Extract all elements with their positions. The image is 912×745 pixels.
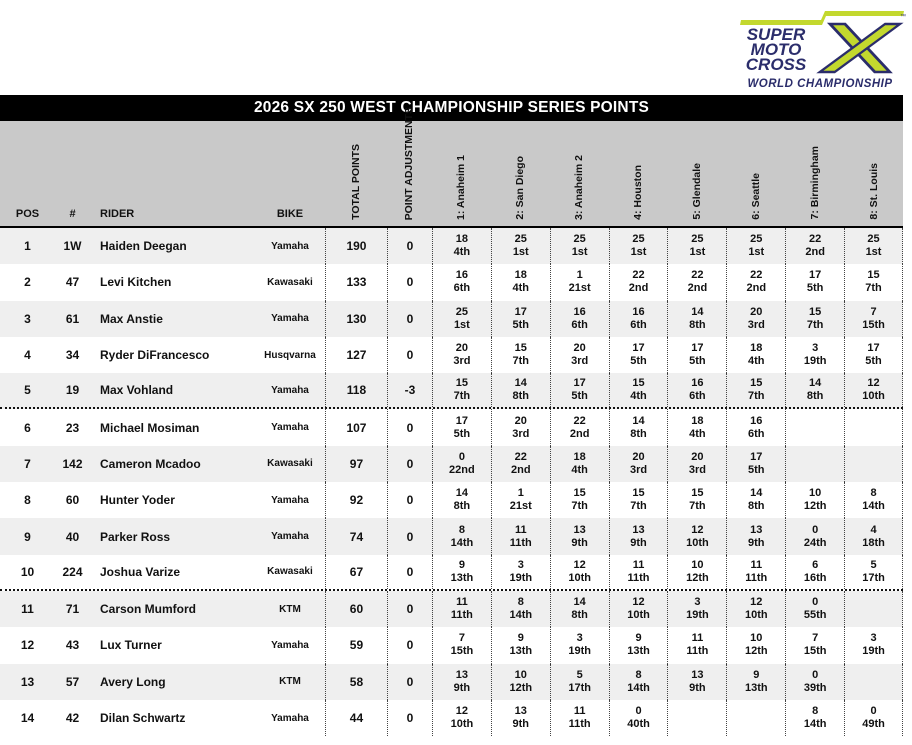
race-result-cell: 18 4th [667, 409, 726, 445]
race-header-birmingham: 7: Birmingham [808, 146, 821, 220]
table-row [0, 482, 903, 518]
race-result-cell: 11 11th [550, 700, 609, 736]
rider-name-cell: Haiden Deegan [100, 239, 187, 254]
race-result-cell: 11 11th [667, 627, 726, 663]
rider-name-cell: Ryder DiFrancesco [100, 348, 210, 363]
race-result-cell: 8 14th [491, 591, 550, 627]
adjustments-cell: 0 [387, 446, 432, 482]
total-points-cell: 127 [325, 337, 387, 373]
race-result-cell: 0 49th [844, 700, 903, 736]
number-cell: 142 [62, 456, 83, 471]
number-cell: 71 [65, 602, 80, 617]
table-row [0, 700, 903, 736]
number-cell: 23 [65, 420, 80, 435]
logo-line2: MOTO [750, 40, 802, 59]
race-result-cell: 18 4th [491, 264, 550, 300]
pos-cell: 13 [20, 674, 35, 689]
race-result-cell: 8 14th [844, 482, 903, 518]
race-result-cell: 18 4th [432, 228, 491, 264]
race-result-cell: 22 2nd [785, 228, 844, 264]
race-result-cell: 8 14th [785, 700, 844, 736]
bike-cell: Husqvarna [264, 349, 316, 361]
logo-subtitle: WORLD CHAMPIONSHIP [747, 78, 893, 90]
number-cell: 47 [65, 275, 80, 290]
total-points-cell: 130 [325, 301, 387, 337]
adjustments-cell: 0 [387, 627, 432, 663]
race-result-cell: 5 17th [550, 664, 609, 700]
race-result-cell: 17 5th [667, 337, 726, 373]
rider-name-cell: Parker Ross [100, 529, 171, 544]
total-points-cell: 118 [325, 373, 387, 407]
race-result-cell: 15 7th [844, 264, 903, 300]
race-result-cell: 16 6th [726, 409, 785, 445]
total-points-cell: 133 [325, 264, 387, 300]
pos-cell: 3 [24, 311, 31, 326]
race-result-cell: 3 19th [785, 337, 844, 373]
table-row [0, 409, 903, 445]
race-result-cell: 22 2nd [726, 264, 785, 300]
col-header-point-adjustments: POINT ADJUSTMENTS [403, 106, 416, 220]
rider-name-cell: Joshua Varize [100, 564, 181, 579]
race-result-cell: 10 12th [726, 627, 785, 663]
race-header-glendale: 5: Glendale [690, 163, 703, 220]
pos-cell: 6 [24, 420, 31, 435]
race-result-cell: 8 14th [432, 518, 491, 554]
race-result-cell: 17 5th [609, 337, 668, 373]
rider-name-cell: Cameron Mcadoo [100, 456, 201, 471]
adjustments-cell: 0 [387, 228, 432, 264]
race-result-cell: 10 12th [491, 664, 550, 700]
race-header-anaheim1: 1: Anaheim 1 [455, 155, 468, 220]
race-result-cell: 11 11th [491, 518, 550, 554]
pos-cell: 9 [24, 529, 31, 544]
race-result-cell [726, 700, 785, 736]
race-result-cell: 7 15th [785, 627, 844, 663]
total-points-cell: 190 [325, 228, 387, 264]
race-result-cell: 0 40th [609, 700, 668, 736]
race-result-cell: 15 7th [609, 482, 668, 518]
bike-cell: Yamaha [271, 712, 309, 724]
race-result-cell: 15 7th [432, 373, 491, 407]
race-result-cell: 3 19th [667, 591, 726, 627]
bike-cell: Yamaha [271, 384, 309, 396]
race-result-cell: 14 8th [432, 482, 491, 518]
logo-area [0, 0, 912, 95]
race-result-cell: 3 19th [844, 627, 903, 663]
total-points-cell: 67 [325, 555, 387, 589]
bike-cell: KTM [279, 676, 301, 688]
bike-cell: Yamaha [271, 531, 309, 543]
adjustments-cell: 0 [387, 264, 432, 300]
logo-line3: CROSS [745, 55, 807, 74]
rider-name-cell: Max Anstie [100, 311, 163, 326]
table-row [0, 228, 903, 264]
race-result-cell [785, 409, 844, 445]
race-result-cell: 15 4th [609, 373, 668, 407]
rider-name-cell: Levi Kitchen [100, 275, 172, 290]
race-result-cell: 15 7th [550, 482, 609, 518]
race-result-cell [667, 700, 726, 736]
logo-line1: SUPER [746, 25, 806, 44]
table-row [0, 555, 903, 591]
total-points-cell: 44 [325, 700, 387, 736]
table-row [0, 446, 903, 482]
col-header-rider: RIDER [100, 208, 135, 220]
race-result-cell [844, 664, 903, 700]
race-result-cell [785, 446, 844, 482]
total-points-cell: 58 [325, 664, 387, 700]
bike-cell: Kawasaki [267, 566, 313, 578]
adjustments-cell: 0 [387, 482, 432, 518]
race-result-cell: 10 12th [785, 482, 844, 518]
x-icon [820, 24, 900, 72]
table-row [0, 337, 903, 373]
race-result-cell: 16 6th [667, 373, 726, 407]
col-header-pos: POS [15, 208, 40, 220]
number-cell: 1W [63, 239, 82, 254]
adjustments-cell: -3 [387, 373, 432, 407]
rider-name-cell: Michael Mosiman [100, 420, 200, 435]
race-result-cell: 6 16th [785, 555, 844, 589]
race-result-cell: 14 8th [550, 591, 609, 627]
race-result-cell: 11 11th [726, 555, 785, 589]
race-header-sandiego: 2: San Diego [514, 156, 527, 220]
adjustments-cell: 0 [387, 518, 432, 554]
rider-name-cell: Max Vohland [100, 383, 174, 398]
total-points-cell: 59 [325, 627, 387, 663]
race-result-cell: 14 8th [785, 373, 844, 407]
number-cell: 40 [65, 529, 80, 544]
rider-name-cell: Hunter Yoder [100, 493, 175, 508]
bike-cell: Yamaha [271, 240, 309, 252]
race-header-houston: 4: Houston [632, 165, 645, 220]
number-cell: 43 [65, 638, 80, 653]
bike-cell: Kawasaki [267, 458, 313, 470]
race-result-cell: 13 9th [726, 518, 785, 554]
bike-cell: Yamaha [271, 313, 309, 325]
race-result-cell: 12 10th [609, 591, 668, 627]
table-row [0, 301, 903, 337]
pos-cell: 14 [20, 711, 35, 725]
race-result-cell: 0 55th [785, 591, 844, 627]
race-result-cell: 25 1st [550, 228, 609, 264]
race-result-cell: 14 8th [491, 373, 550, 407]
race-result-cell: 20 3rd [609, 446, 668, 482]
race-result-cell: 16 6th [609, 301, 668, 337]
number-cell: 42 [65, 711, 80, 725]
race-result-cell: 0 39th [785, 664, 844, 700]
race-result-cell: 25 1st [609, 228, 668, 264]
race-result-cell: 20 3rd [491, 409, 550, 445]
race-header-stlouis: 8: St. Louis [867, 163, 880, 220]
race-result-cell: 1 21st [491, 482, 550, 518]
adjustments-cell: 0 [387, 591, 432, 627]
table-row [0, 373, 903, 409]
race-result-cell: 12 10th [667, 518, 726, 554]
race-result-cell: 3 19th [491, 555, 550, 589]
total-points-cell: 60 [325, 591, 387, 627]
adjustments-cell: 0 [387, 409, 432, 445]
col-header-number: # [69, 208, 76, 220]
table-row [0, 664, 903, 700]
table-row [0, 518, 903, 554]
race-result-cell: 17 5th [491, 301, 550, 337]
race-result-cell [844, 446, 903, 482]
logo-stripe [740, 11, 904, 25]
pos-cell: 8 [24, 493, 31, 508]
pos-cell: 7 [24, 456, 31, 471]
race-result-cell: 25 1st [667, 228, 726, 264]
standings-rows [0, 228, 912, 736]
race-result-cell: 5 17th [844, 555, 903, 589]
table-row [0, 591, 903, 627]
bike-cell: Yamaha [271, 422, 309, 434]
race-result-cell: 25 1st [844, 228, 903, 264]
race-result-cell: 1 21st [550, 264, 609, 300]
race-result-cell: 18 4th [550, 446, 609, 482]
total-points-cell: 97 [325, 446, 387, 482]
race-result-cell: 13 9th [432, 664, 491, 700]
bike-cell: Yamaha [271, 639, 309, 651]
number-cell: 34 [65, 348, 80, 363]
pos-cell: 12 [20, 638, 35, 653]
race-result-cell: 12 10th [550, 555, 609, 589]
race-result-cell: 25 1st [491, 228, 550, 264]
page-title: 2026 SX 250 WEST CHAMPIONSHIP SERIES POINTS [0, 95, 903, 121]
pos-cell: 10 [20, 564, 35, 579]
race-result-cell: 13 9th [491, 700, 550, 736]
rider-name-cell: Lux Turner [100, 638, 162, 653]
race-result-cell: 7 15th [844, 301, 903, 337]
race-result-cell: 16 6th [550, 301, 609, 337]
pos-cell: 1 [24, 239, 31, 254]
race-result-cell: 14 8th [726, 482, 785, 518]
number-cell: 19 [65, 383, 80, 398]
race-result-cell: 0 22nd [432, 446, 491, 482]
race-result-cell: 16 6th [432, 264, 491, 300]
number-cell: 57 [65, 674, 80, 689]
race-result-cell: 12 10th [726, 591, 785, 627]
table-row [0, 627, 903, 663]
race-result-cell: 22 2nd [667, 264, 726, 300]
race-result-cell: 7 15th [432, 627, 491, 663]
race-result-cell: 14 8th [667, 301, 726, 337]
total-points-cell: 92 [325, 482, 387, 518]
total-points-cell: 74 [325, 518, 387, 554]
race-result-cell: 25 1st [726, 228, 785, 264]
rider-name-cell: Carson Mumford [100, 602, 196, 617]
race-result-cell: 9 13th [609, 627, 668, 663]
race-result-cell: 20 3rd [726, 301, 785, 337]
pos-cell: 5 [24, 383, 31, 398]
race-result-cell: 17 5th [432, 409, 491, 445]
race-result-cell: 13 9th [550, 518, 609, 554]
col-header-bike: BIKE [276, 208, 304, 220]
bike-cell: KTM [279, 603, 301, 615]
race-result-cell: 10 12th [667, 555, 726, 589]
adjustments-cell: 0 [387, 337, 432, 373]
adjustments-cell: 0 [387, 700, 432, 736]
race-result-cell [844, 591, 903, 627]
race-result-cell: 22 2nd [609, 264, 668, 300]
rider-name-cell: Avery Long [100, 674, 166, 689]
race-result-cell: 8 14th [609, 664, 668, 700]
race-result-cell: 17 5th [726, 446, 785, 482]
race-result-cell: 17 5th [550, 373, 609, 407]
race-result-cell: 15 7th [491, 337, 550, 373]
race-result-cell: 9 13th [726, 664, 785, 700]
adjustments-cell: 0 [387, 555, 432, 589]
race-result-cell: 20 3rd [667, 446, 726, 482]
total-points-cell: 107 [325, 409, 387, 445]
race-result-cell: 3 19th [550, 627, 609, 663]
race-result-cell: 15 7th [726, 373, 785, 407]
race-result-cell: 25 1st [432, 301, 491, 337]
race-header-anaheim2: 3: Anaheim 2 [573, 155, 586, 220]
race-result-cell: 11 11th [432, 591, 491, 627]
race-result-cell: 15 7th [785, 301, 844, 337]
race-result-cell: 15 7th [667, 482, 726, 518]
race-result-cell: 11 11th [609, 555, 668, 589]
adjustments-cell: 0 [387, 301, 432, 337]
number-cell: 61 [65, 311, 80, 326]
trademark-symbol: ™ [900, 14, 906, 20]
table-row [0, 264, 903, 300]
race-result-cell: 12 10th [432, 700, 491, 736]
number-cell: 224 [62, 564, 83, 579]
col-header-total-points: TOTAL POINTS [349, 144, 362, 220]
bike-cell: Yamaha [271, 494, 309, 506]
race-result-cell: 17 5th [844, 337, 903, 373]
race-result-cell: 18 4th [726, 337, 785, 373]
pos-cell: 11 [21, 602, 34, 617]
race-result-cell: 9 13th [491, 627, 550, 663]
race-result-cell: 4 18th [844, 518, 903, 554]
race-result-cell: 20 3rd [550, 337, 609, 373]
number-cell: 60 [65, 493, 80, 508]
race-result-cell: 9 13th [432, 555, 491, 589]
bike-cell: Kawasaki [267, 276, 313, 288]
race-result-cell: 13 9th [609, 518, 668, 554]
adjustments-cell: 0 [387, 664, 432, 700]
rider-name-cell: Dilan Schwartz [100, 711, 186, 725]
race-result-cell: 22 2nd [491, 446, 550, 482]
race-result-cell [844, 409, 903, 445]
race-result-cell: 12 10th [844, 373, 903, 407]
race-result-cell: 17 5th [785, 264, 844, 300]
race-result-cell: 0 24th [785, 518, 844, 554]
race-result-cell: 14 8th [609, 409, 668, 445]
supermotocross-logo [734, 4, 906, 92]
pos-cell: 4 [24, 348, 31, 363]
race-result-cell: 22 2nd [550, 409, 609, 445]
race-header-seattle: 6: Seattle [749, 173, 762, 220]
race-result-cell: 13 9th [667, 664, 726, 700]
race-result-cell: 20 3rd [432, 337, 491, 373]
pos-cell: 2 [24, 275, 31, 290]
